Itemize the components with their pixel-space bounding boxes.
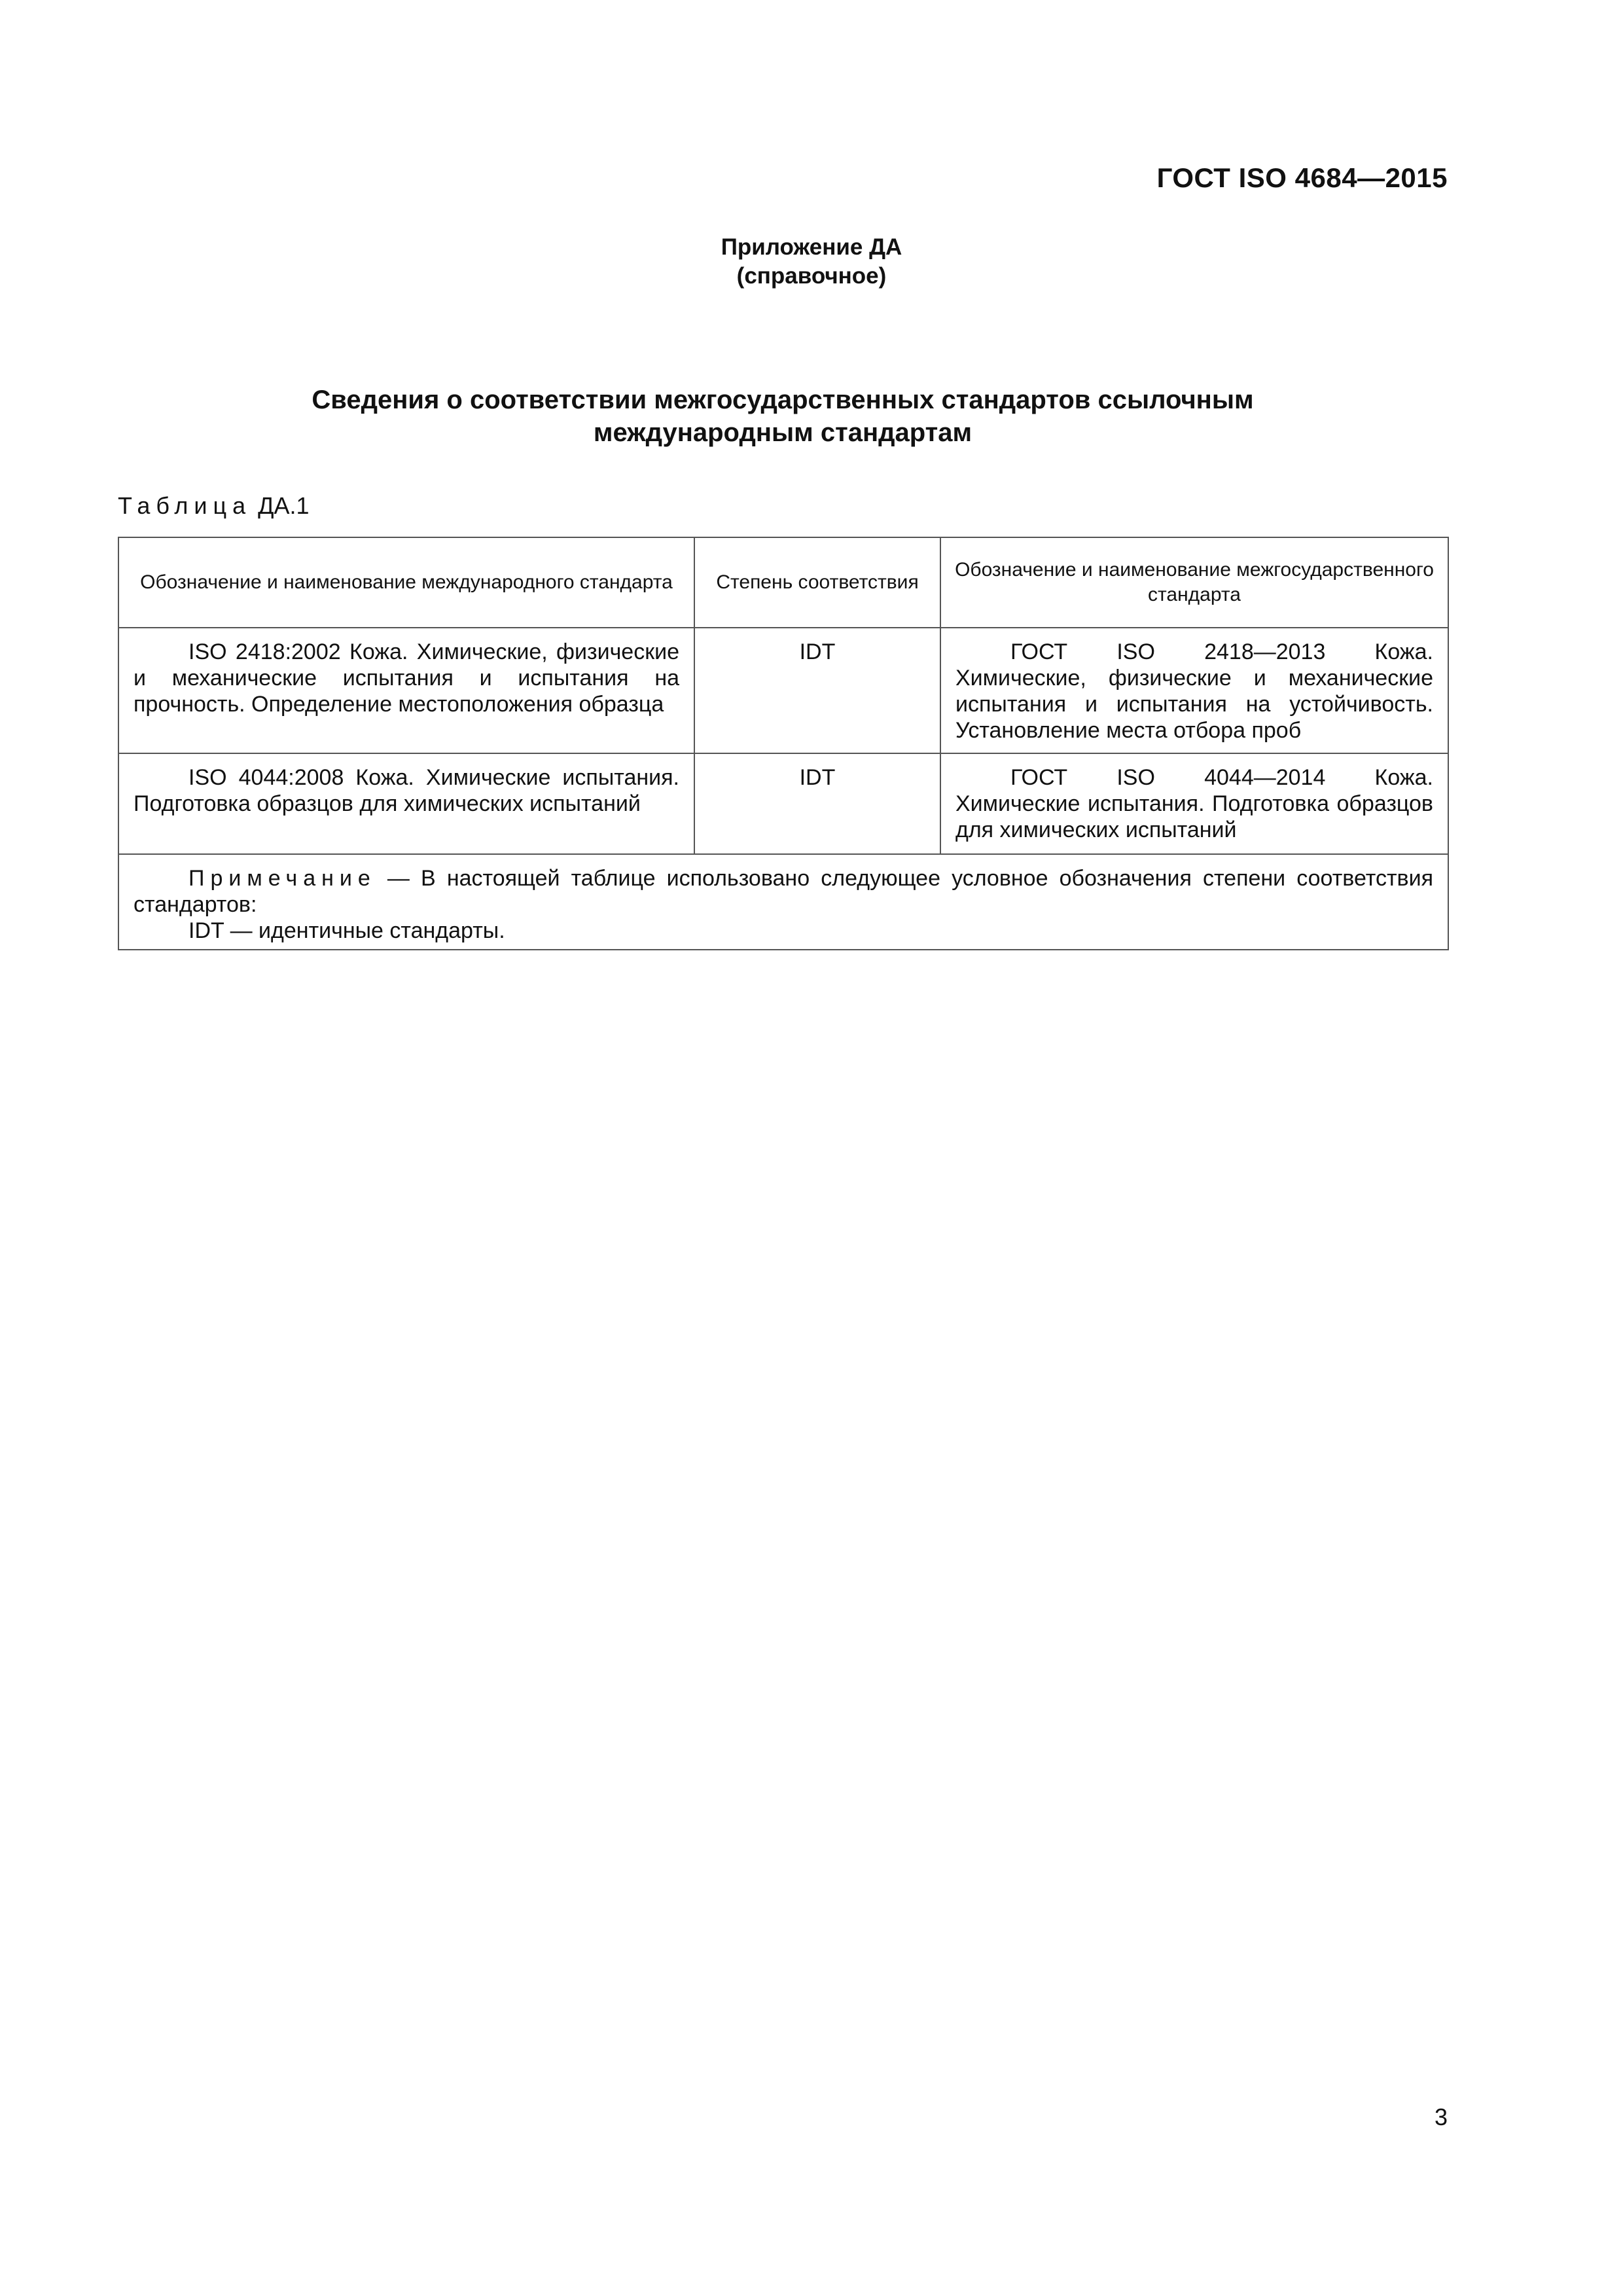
note-label: Примечание — [188, 866, 376, 891]
table-note-row — [118, 854, 1448, 950]
table-caption-number: ДА.1 — [251, 492, 310, 519]
cell-international-standard: ISO 4044:2008 Кожа. Химические испытания. Подготовка образцов для химических испытаний — [118, 753, 694, 854]
table-header-row — [118, 537, 1448, 628]
document-code: ГОСТ ISO 4684—2015 — [1156, 162, 1448, 193]
table-row — [118, 628, 1448, 753]
table-caption-word: Таблица — [118, 492, 252, 519]
table-caption — [118, 492, 310, 520]
section-title-line-2: международным стандартам — [593, 418, 972, 447]
cell-international-standard: ISO 2418:2002 Кожа. Химические, физические и механические испытания и испытания на прочность. Определение местоположения образца — [118, 628, 694, 753]
section-title — [118, 384, 1448, 449]
table-row — [118, 753, 1448, 854]
appendix-title: Приложение ДА — [721, 234, 902, 260]
header-interstate-standard: Обозначение и наименование межгосударственного стандарта — [940, 537, 1448, 628]
section-title-line-1: Сведения о соответствии межгосударственных стандартов ссылочным — [312, 386, 1254, 414]
cell-interstate-standard: ГОСТ ISO 2418—2013 Кожа. Химические, физические и механические испытания и испытания на устойчивость. Установление места отбора проб — [940, 628, 1448, 753]
header-international-standard: Обозначение и наименование международного стандарта — [118, 537, 694, 628]
cell-degree: IDT — [694, 628, 940, 753]
note-text: — В настоящей таблице использовано следующее условное обозначения степени соответствия стандартов: — [134, 866, 1433, 917]
cell-degree: IDT — [694, 753, 940, 854]
note-line-2: IDT — идентичные стандарты. — [188, 918, 505, 943]
appendix-kind: (справочное) — [736, 263, 887, 289]
page-number: 3 — [1434, 2104, 1448, 2130]
header-degree-of-correspondence: Степень соответствия — [694, 537, 940, 628]
standards-correspondence-table — [118, 537, 1449, 950]
cell-interstate-standard: ГОСТ ISO 4044—2014 Кожа. Химические испытания. Подготовка образцов для химических испытаний — [940, 753, 1448, 854]
table-note — [118, 854, 1448, 950]
note-line-1 — [134, 865, 1433, 918]
appendix-heading — [0, 233, 1623, 291]
